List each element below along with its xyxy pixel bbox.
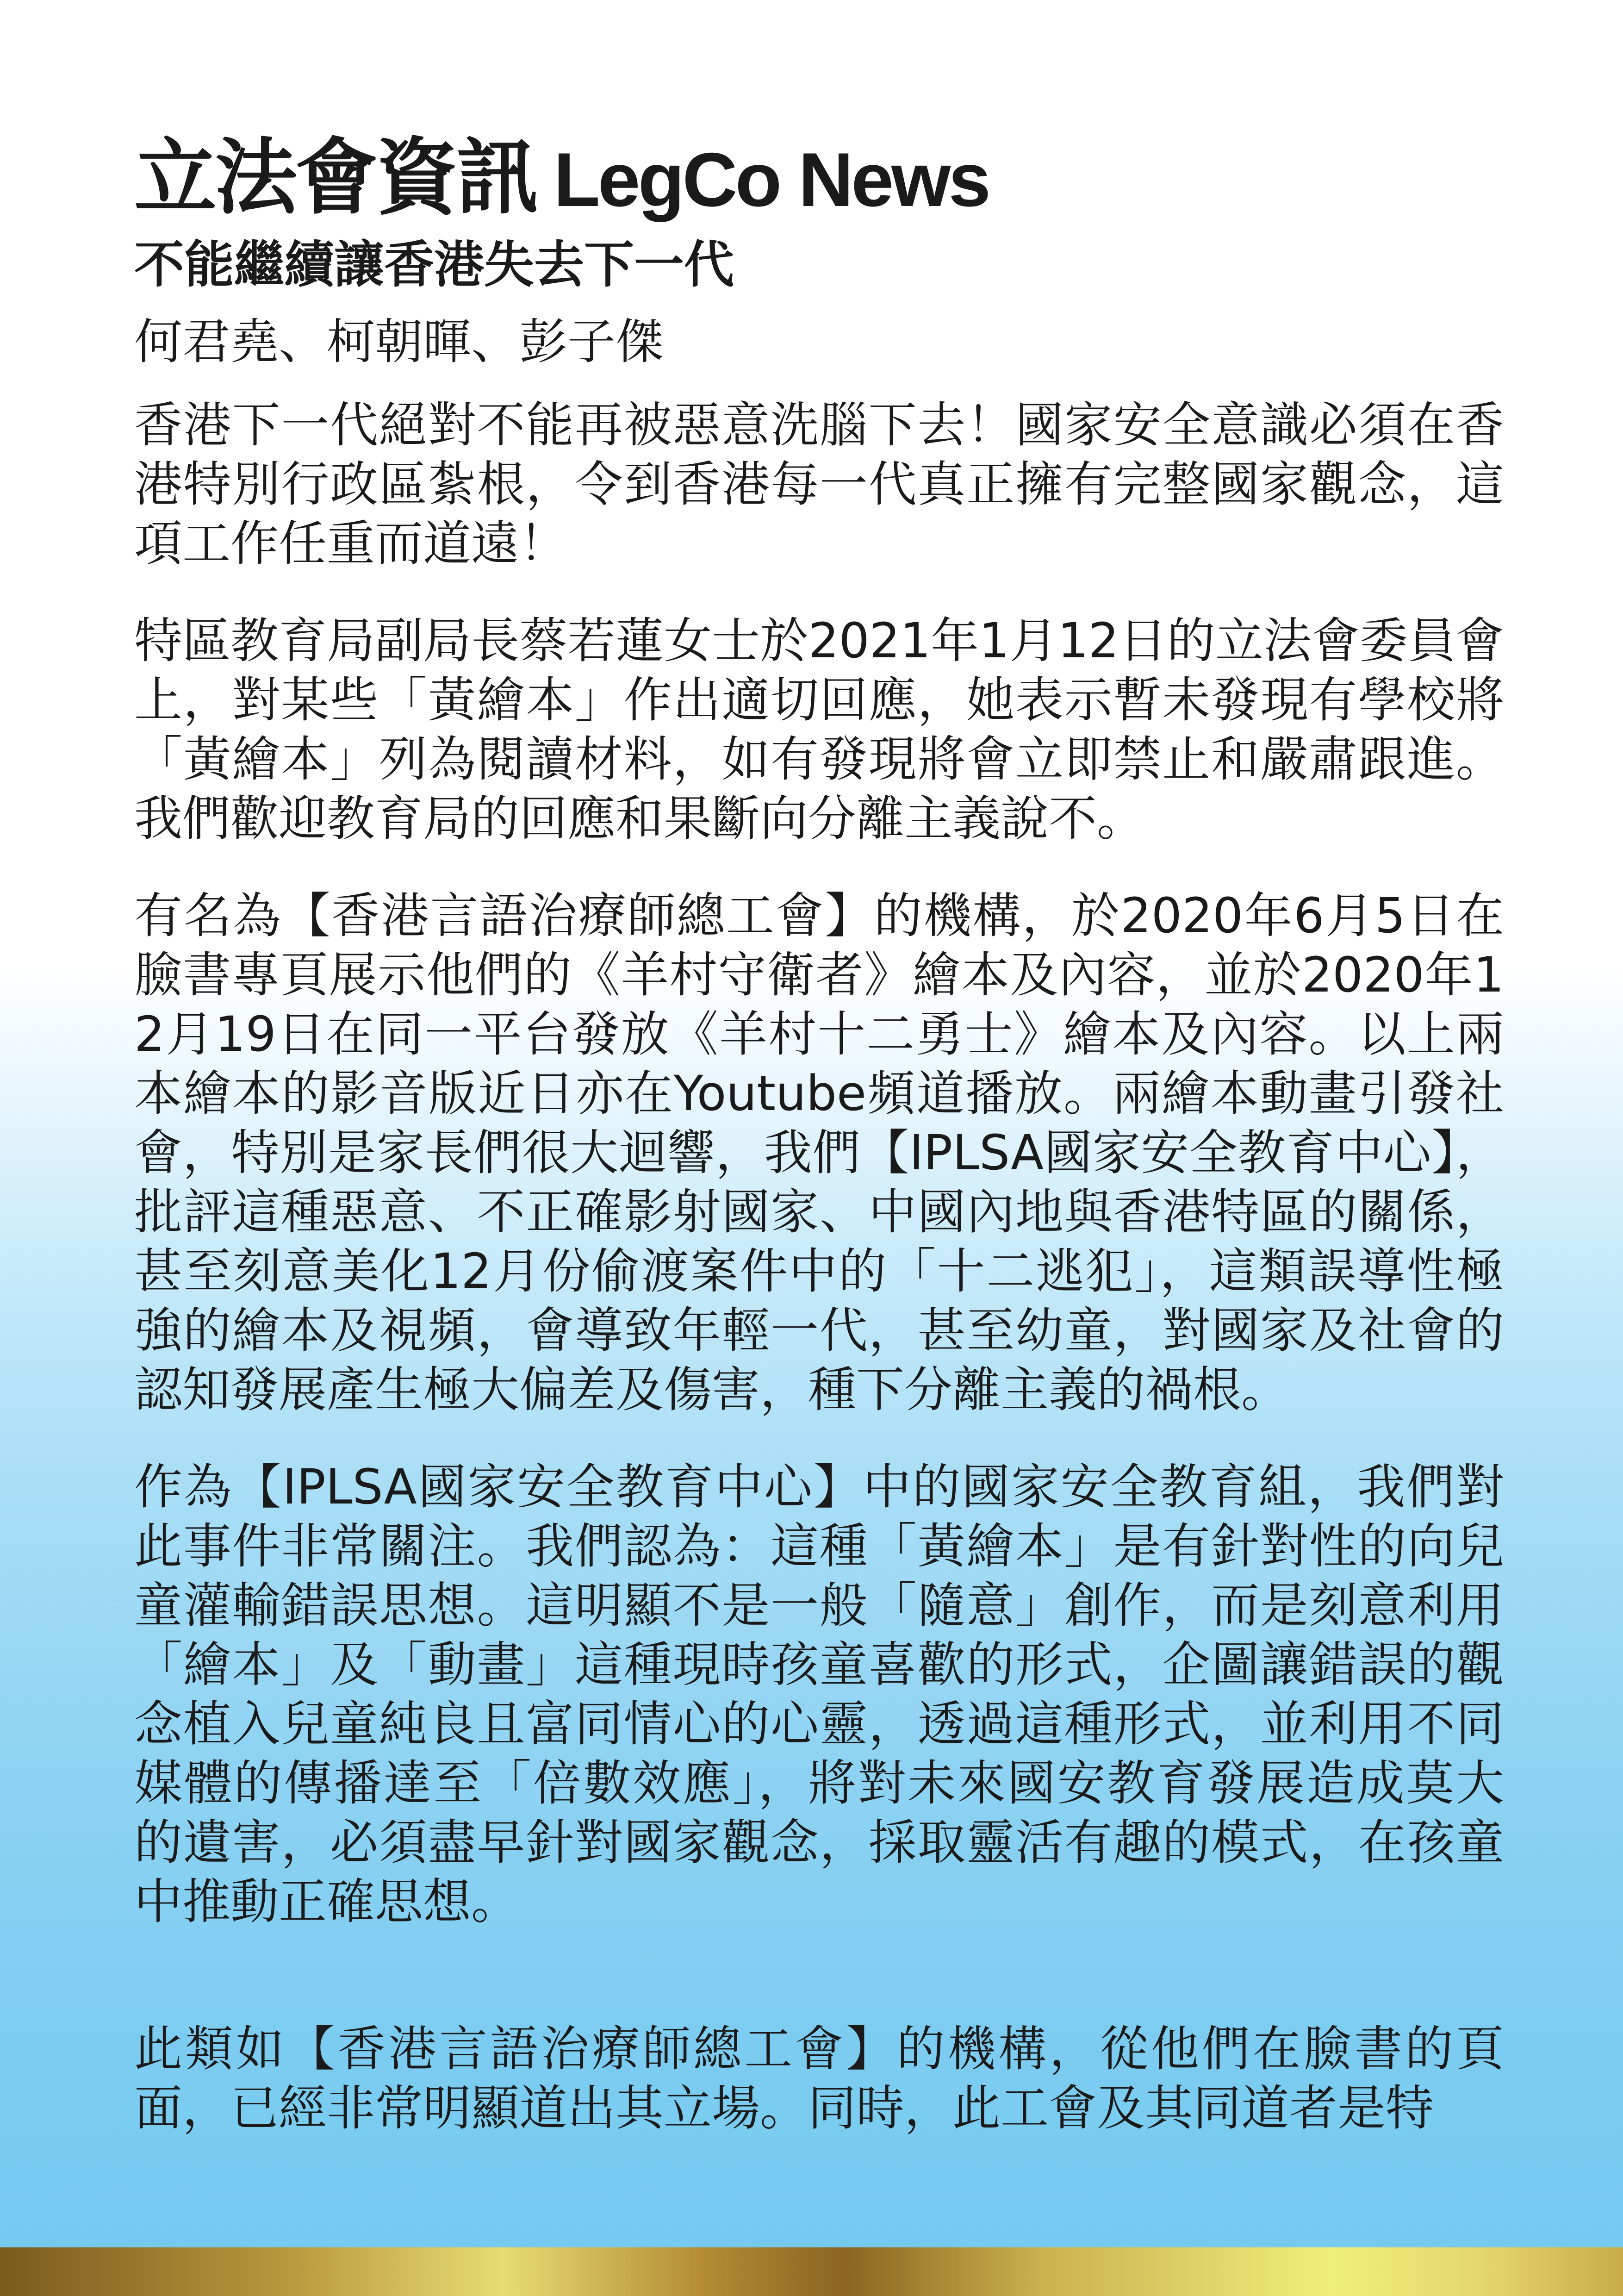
paragraph-2: 特區教育局副局長蔡若蓮女士於2021年1月12日的立法會委員會上，對某些「黃繪本」作出適切回應，她表示暫未發現有學校將「黃繪本」列為閱讀材料，如有發現將會立即禁止和嚴肅跟進。我們歡迎教育局的回應和果斷向分離主義說不。 <box>134 612 1504 847</box>
paragraph-1: 香港下一代絕對不能再被惡意洗腦下去！國家安全意識必須在香港特別行政區紮根，令到香港每一代真正擁有完整國家觀念，這項工作任重而道遠！ <box>134 397 1504 572</box>
paragraph-5: 此類如【香港言語治療師總工會】的機構，從他們在臉書的頁面，已經非常明顯道出其立場。同時，此工會及其同道者是特 <box>134 2021 1504 2136</box>
masthead-title-en: LegCo News <box>553 137 989 222</box>
article-authors: 何君堯、柯朝暉、彭子傑 <box>134 313 664 370</box>
gold-footer-bar <box>0 2247 1623 2296</box>
article-page <box>134 111 1504 2138</box>
paragraph-3: 有名為【香港言語治療師總工會】的機構，於2020年6月5日在臉書專頁展示他們的《羊村守衛者》繪本及內容，並於2020年12月19日在同一平台發放《羊村十二勇士》繪本及內容。以上兩本繪本的影音版近日亦在Youtube頻道播放。兩繪本動畫引發社會，特別是家長們很大迴響，我們【IPLSA國家安全教育中心】，批評這種惡意、不正確影射國家、中國內地與香港特區的關係，甚至刻意美化12月份偷渡案件中的「十二逃犯」，這類誤導性極強的繪本及視頻，會導致年輕一代，甚至幼童，對國家及社會的認知發展產生極大偏差及傷害，種下分離主義的禍根。 <box>134 887 1504 1418</box>
masthead <box>134 111 1504 225</box>
article-headline: 不能繼續讓香港失去下一代 <box>134 236 734 294</box>
paragraph-4: 作為【IPLSA國家安全教育中心】中的國家安全教育組，我們對此事件非常關注。我們認為：這種「黃繪本」是有針對性的向兒童灌輸錯誤思想。這明顯不是一般「隨意」創作，而是刻意利用「繪本」及「動畫」這種現時孩童喜歡的形式，企圖讓錯誤的觀念植入兒童純良且富同情心的心靈，透過這種形式，並利用不同媒體的傳播達至「倍數效應」，將對未來國安教育發展造成莫大的遺害，必須盡早針對國家觀念，採取靈活有趣的模式，在孩童中推動正確思想。 <box>134 1459 1504 1930</box>
masthead-title-zh: 立法會資訊 <box>134 130 537 225</box>
